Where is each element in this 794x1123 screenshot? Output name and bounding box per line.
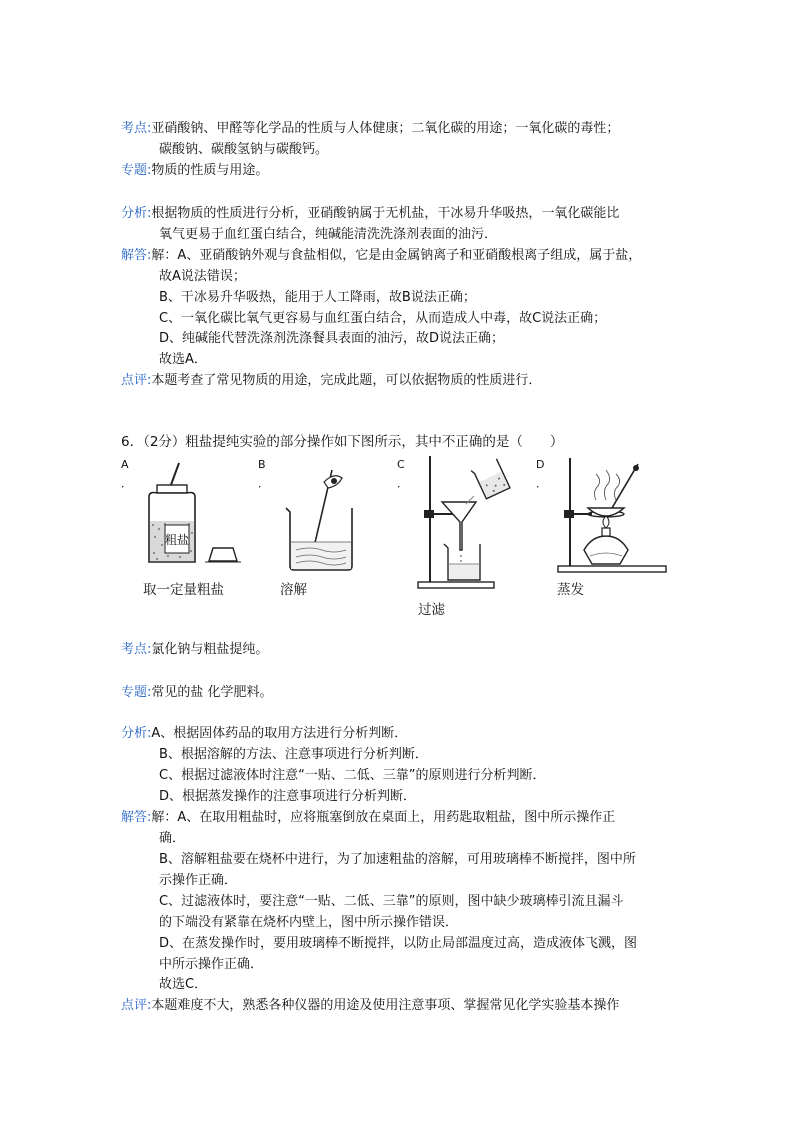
q5-fenxi-line2: 氧气更易于血红蛋白结合，纯碱能清洗洗涤剂表面的油污． bbox=[159, 227, 498, 242]
zhuanti-text: 物质的性质与用途。 bbox=[151, 163, 269, 178]
q6-fenxi-line: C、根据过滤液体时注意“一贴、二低、三靠”的原则进行分析判断． bbox=[159, 768, 546, 783]
jieda-label: 解答: bbox=[121, 810, 152, 825]
figure-c-filter bbox=[414, 452, 524, 592]
dianping-text: 本题考查了常见物质的用途，完成此题，可以依据物质的性质进行． bbox=[151, 373, 542, 388]
q6-jieda-line: C、过滤液体时，要注意“一贴、二低、三靠”的原则，图中缺少玻璃棒引流且漏斗 bbox=[159, 894, 624, 909]
jieda-label: 解答: bbox=[121, 248, 152, 263]
zhuanti-label: 专题: bbox=[121, 685, 152, 700]
q5-fenxi-row bbox=[121, 203, 619, 225]
q6-zhuanti-row bbox=[121, 682, 273, 704]
option-d-letter: D bbox=[536, 458, 545, 471]
option-b-letter: B bbox=[258, 458, 266, 471]
q5-jieda-line: B、干冰易升华吸热，能用于人工降雨，故B说法正确； bbox=[159, 290, 476, 305]
jieda-line: 解：A、亚硝酸钠外观与食盐相似，它是由金属钠离子和亚硝酸根离子组成，属于盐， bbox=[151, 248, 642, 263]
q6-jieda-row bbox=[121, 807, 615, 829]
kaodian-text: 氯化钠与粗盐提纯。 bbox=[151, 642, 269, 657]
q6-jieda-line: 示操作正确． bbox=[159, 873, 238, 888]
option-a-letter: A bbox=[121, 458, 129, 471]
option-a-dot: ． bbox=[121, 477, 132, 490]
fenxi-text: 根据物质的性质进行分析，亚硝酸钠属于无机盐，干冰易升华吸热，一氧化碳能比 bbox=[151, 206, 620, 221]
fenxi-label: 分析: bbox=[121, 726, 152, 741]
dianping-label: 点评: bbox=[121, 373, 152, 388]
q6-question-text: 6．（2分）粗盐提纯实验的部分操作如下图所示，其中不正确的是（ ） bbox=[121, 434, 564, 450]
q6-jieda-line: 中所示操作正确． bbox=[159, 957, 264, 972]
caption-a: 取一定量粗盐 bbox=[143, 582, 224, 598]
q6-fenxi-line: B、根据溶解的方法、注意事项进行分析判断． bbox=[159, 747, 428, 762]
figure-a-take-salt bbox=[135, 455, 245, 570]
option-c-dot: ． bbox=[397, 477, 408, 490]
kaodian-text: 亚硝酸钠、甲醛等化学品的性质与人体健康；二氧化碳的用途；一氧化碳的毒性； bbox=[151, 121, 620, 136]
q5-jieda-row bbox=[121, 245, 641, 267]
caption-b: 溶解 bbox=[280, 582, 307, 598]
kaodian-label: 考点: bbox=[121, 121, 152, 136]
bottle-label: 粗盐 bbox=[164, 533, 190, 547]
q6-jieda-line: 的下端没有紧靠在烧杯内壁上，图中所示操作错误． bbox=[159, 915, 459, 930]
q5-dianping-row bbox=[121, 370, 541, 392]
dianping-label: 点评: bbox=[121, 998, 152, 1013]
option-b-dot: ． bbox=[258, 477, 269, 490]
kaodian-label: 考点: bbox=[121, 642, 152, 657]
zhuanti-text: 常见的盐 化学肥料。 bbox=[151, 685, 273, 700]
jieda-line: 解：A、在取用粗盐时，应将瓶塞倒放在桌面上，用药匙取粗盐，图中所示操作正 bbox=[151, 810, 616, 825]
figure-d-evaporate bbox=[552, 452, 672, 577]
q5-jieda-line: 故A说法错误； bbox=[159, 269, 246, 284]
q6-kaodian-row bbox=[121, 639, 268, 661]
option-d-dot: ． bbox=[536, 477, 547, 490]
q5-jieda-line: C、一氧化碳比氧气更容易与血红蛋白结合，从而造成人中毒，故C说法正确； bbox=[159, 311, 607, 326]
dianping-text: 本题难度不大，熟悉各种仪器的用途及使用注意事项、掌握常见化学实验基本操作 bbox=[151, 998, 620, 1013]
option-c-letter: C bbox=[397, 458, 405, 471]
fenxi-label: 分析: bbox=[121, 206, 152, 221]
caption-d: 蒸发 bbox=[557, 582, 584, 598]
q6-jieda-line: B、溶解粗盐要在烧杯中进行，为了加速粗盐的溶解，可用玻璃棒不断搅拌，图中所 bbox=[159, 852, 636, 867]
q6-jieda-line: D、在蒸发操作时，要用玻璃棒不断搅拌，以防止局部温度过高，造成液体飞溅，图 bbox=[159, 936, 638, 951]
q6-jieda-line: 故选C． bbox=[159, 977, 208, 992]
fenxi-line: A、根据固体药品的取用方法进行分析判断． bbox=[151, 726, 408, 741]
q6-dianping-row bbox=[121, 995, 619, 1017]
q5-kaodian-row bbox=[121, 118, 619, 140]
q6-jieda-line: 确． bbox=[159, 831, 186, 846]
q6-fenxi-line: D、根据蒸发操作的注意事项进行分析判断． bbox=[159, 789, 417, 804]
q5-zhuanti-row bbox=[121, 160, 268, 182]
q5-jieda-line: D、纯碱能代替洗涤剂洗涤餐具表面的油污，故D说法正确； bbox=[159, 331, 505, 346]
q6-fenxi-row bbox=[121, 723, 407, 745]
q5-kaodian-line2: 碳酸钠、碳酸氢钠与碳酸钙。 bbox=[159, 142, 329, 157]
q5-jieda-line: 故选A． bbox=[159, 352, 207, 367]
zhuanti-label: 专题: bbox=[121, 163, 152, 178]
caption-c: 过滤 bbox=[418, 602, 445, 618]
figure-b-dissolve bbox=[280, 462, 370, 572]
